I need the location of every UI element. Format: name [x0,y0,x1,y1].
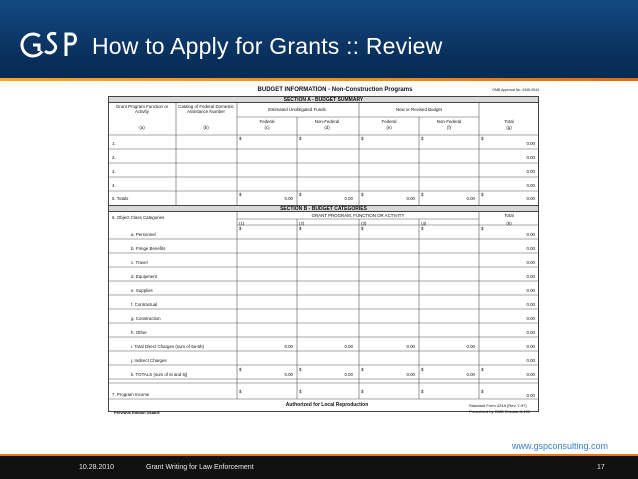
row-b-contractual: f. Contractual [131,302,158,307]
row-b-construction: g. Construction [131,316,161,321]
row-a-2-label: 2. [112,155,116,160]
row-a-1-label: 1. [112,141,116,146]
header-col-4: (4) [421,221,427,226]
row-a-2-total: 0.00 [526,155,535,160]
row-b-indirect: j. Indirect Charges [131,358,167,363]
header-col-2: (2) [299,221,305,226]
header-col-3: (3) [361,221,367,226]
row-b-total: 0.00 [526,330,535,335]
section-b-band: SECTION B - BUDGET CATEGORIES [108,205,539,212]
row-b-total: 0.00 [526,344,535,349]
row-b-total: 0.00 [526,302,535,307]
budget-form [95,83,545,418]
header-col-1: (1) [239,221,245,226]
row-a-totals-label: 5. Totals [112,196,129,201]
row-a-3-label: 3. [112,169,116,174]
totals-d: 0.00 [344,196,353,201]
dollar-sign: $ [481,389,484,394]
gsp-logo-icon [20,20,82,70]
row-a-3-total: 0.00 [526,169,535,174]
row-b-total: 0.00 [526,260,535,265]
totals-k-3: 0.00 [406,372,415,377]
dollar-sign: $ [361,226,364,231]
row-b-total: 0.00 [526,288,535,293]
row-b-total: 0.00 [526,246,535,251]
slide-title: How to Apply for Grants :: Review [92,33,443,59]
dollar-sign: $ [421,136,424,141]
header-grant-program: Grant Program Function or Activity [115,104,169,114]
dollar-sign: $ [239,226,242,231]
header-nonfederal-d-letter: (d) [324,125,330,130]
prescribed-by: Prescribed by OMB Circular A-102 [469,409,531,414]
totals-k-4: 0.00 [466,372,475,377]
header-catalog: Catalog of Federal Domestic Assistance Number [178,104,234,114]
header-accent-line [0,78,638,81]
row-b-total: 0.00 [526,316,535,321]
row-b-other: h. Other [131,330,147,335]
header-new-revised: New or Revised Budget [395,107,443,112]
total-direct-3: 0.00 [406,344,415,349]
footer-title: Grant Writing for Law Enforcement [146,464,254,471]
totals-c: 0.00 [284,196,293,201]
header-object-class: 6. Object Class Categories [112,215,165,220]
footer-date: 10.28.2010 [79,464,115,471]
totals-k-2: 0.00 [344,372,353,377]
header-catalog-letter: (b) [203,125,209,130]
dollar-sign: $ [481,192,484,197]
dollar-sign: $ [299,226,302,231]
dollar-sign: $ [421,389,424,394]
dollar-sign: $ [299,136,302,141]
header-grant-program-letter: (a) [139,125,145,130]
header-total-b: Total [504,213,514,218]
row-b-supplies: e. Supplies [131,288,153,293]
dollar-sign: $ [239,367,242,372]
header-total-g: Total [504,119,514,124]
header-federal-c: Federal [259,119,275,124]
totals-k-1: 0.00 [284,372,293,377]
form-title: BUDGET INFORMATION - Non-Construction Programs [257,87,413,93]
row-b-total: 0.00 [526,232,535,237]
row-b-total: 0.00 [526,274,535,279]
program-income-label: 7. Program Income [112,392,150,397]
row-b-personnel: a. Personnel [131,232,156,237]
dollar-sign: $ [239,192,242,197]
total-direct-2: 0.00 [344,344,353,349]
dollar-sign: $ [481,136,484,141]
program-income-total: 0.00 [526,393,535,398]
omb-approval: OMB Approval No. 0348-0044 [492,88,539,92]
dollar-sign: $ [299,192,302,197]
totals-f: 0.00 [466,196,475,201]
header-estimated-unobligated: Estimated Unobligated Funds [268,107,326,112]
row-a-4-label: 4. [112,183,116,188]
section-a-band: SECTION A - BUDGET SUMMARY [108,96,539,103]
website-link[interactable]: www.gspconsulting.com [512,441,609,451]
dollar-sign: $ [481,226,484,231]
dollar-sign: $ [361,136,364,141]
header-federal-e-letter: (e) [386,125,392,130]
total-direct-1: 0.00 [284,344,293,349]
header-federal-e: Federal [381,119,397,124]
header-total-b-letter: (5) [506,221,512,226]
header-nonfederal-f: Non-Federal [436,119,462,124]
row-b-total-direct: i. Total Direct Charges (sum of 6a-6h) [131,344,204,349]
row-b-totals-k: k. TOTALS (sum of 6i and 6j) [131,372,188,377]
dollar-sign: $ [421,226,424,231]
dollar-sign: $ [481,367,484,372]
previous-edition: Previous Edition Usable [114,410,160,415]
page-number: 17 [597,464,605,471]
authorized-reproduction: Authorized for Local Reproduction [285,402,369,408]
standard-form: Standard Form 424A (Rev. 7-97) [469,403,527,408]
header-nonfederal-d: Non-Federal [314,119,340,124]
dollar-sign: $ [239,389,242,394]
row-b-equipment: d. Equipment [131,274,157,279]
row-b-total: 0.00 [526,372,535,377]
row-a-1-total: 0.00 [526,141,535,146]
totals-e: 0.00 [406,196,415,201]
dollar-sign: $ [361,367,364,372]
dollar-sign: $ [299,367,302,372]
total-direct-4: 0.00 [466,344,475,349]
totals-g: 0.00 [526,196,535,201]
dollar-sign: $ [421,192,424,197]
dollar-sign: $ [361,192,364,197]
dollar-sign: $ [239,136,242,141]
header-federal-c-letter: (c) [264,125,270,130]
form-grid [95,83,545,418]
header-total-g-letter: (g) [506,125,512,130]
row-a-4-total: 0.00 [526,183,535,188]
row-b-total: 0.00 [526,358,535,363]
dollar-sign: $ [421,367,424,372]
header-nonfederal-f-letter: (f) [446,125,452,130]
dollar-sign: $ [299,389,302,394]
row-b-travel: c. Travel [131,260,148,265]
header-grant-program-b: GRANT PROGRAM, FUNCTION OR ACTIVITY [311,213,405,218]
row-b-fringe: b. Fringe Benefits [131,246,166,251]
dollar-sign: $ [361,389,364,394]
